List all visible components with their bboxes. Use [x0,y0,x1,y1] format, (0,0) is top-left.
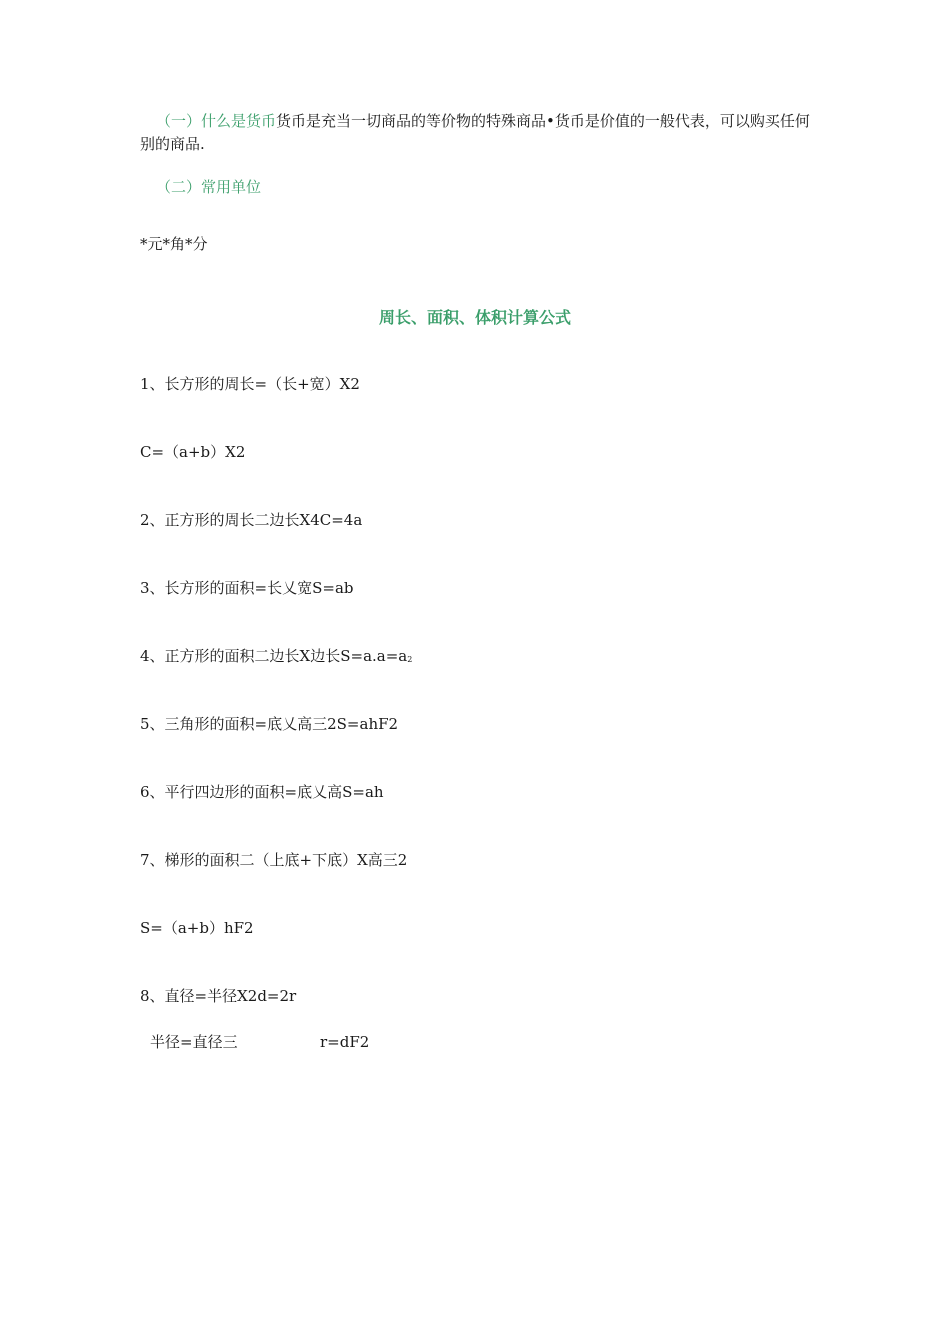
formula-line-4 [140,645,412,671]
formula-text: 4、正方形的面积二边长X边长S=a.a=a [140,647,408,665]
intro-label: （一）什么是货币 [156,112,277,130]
formula-line: 2、正方形的周长二边长X4C=4a [140,511,363,529]
formula-line: C=（a+b）X2 [140,443,246,461]
formula-line: 7、梯形的面积二（上底+下底）X高三2 [140,851,408,869]
formula-line: S=（a+b）hF2 [140,919,254,937]
formula-line: 5、三角形的面积=底乂高三2S=ahF2 [140,715,399,733]
cut-off-right: r=dF2 [320,1033,370,1051]
section-title: 周长、面积、体积计算公式 [378,308,571,327]
formula-subscript: 2 [407,655,413,664]
intro-paragraph [140,110,810,156]
units-label: （二）常用单位 [156,178,262,196]
cut-off-left: 半径=直径三 [150,1033,238,1051]
formula-line: 8、直径=半径X2d=2r [140,987,297,1005]
intro-text: 货币是充当一切商品的等价物的特殊商品•货币是价值的一般代表，可以购买任何别的商品. [140,112,810,153]
formula-line: 3、长方形的面积=长乂宽S=ab [140,579,354,597]
units-items: *元*角*分 [140,235,208,253]
formula-line: 6、平行四边形的面积=底乂高S=ah [140,783,384,801]
cut-off-line [140,1028,540,1051]
formula-line: 1、长方形的周长=（长+宽）X2 [140,375,360,393]
